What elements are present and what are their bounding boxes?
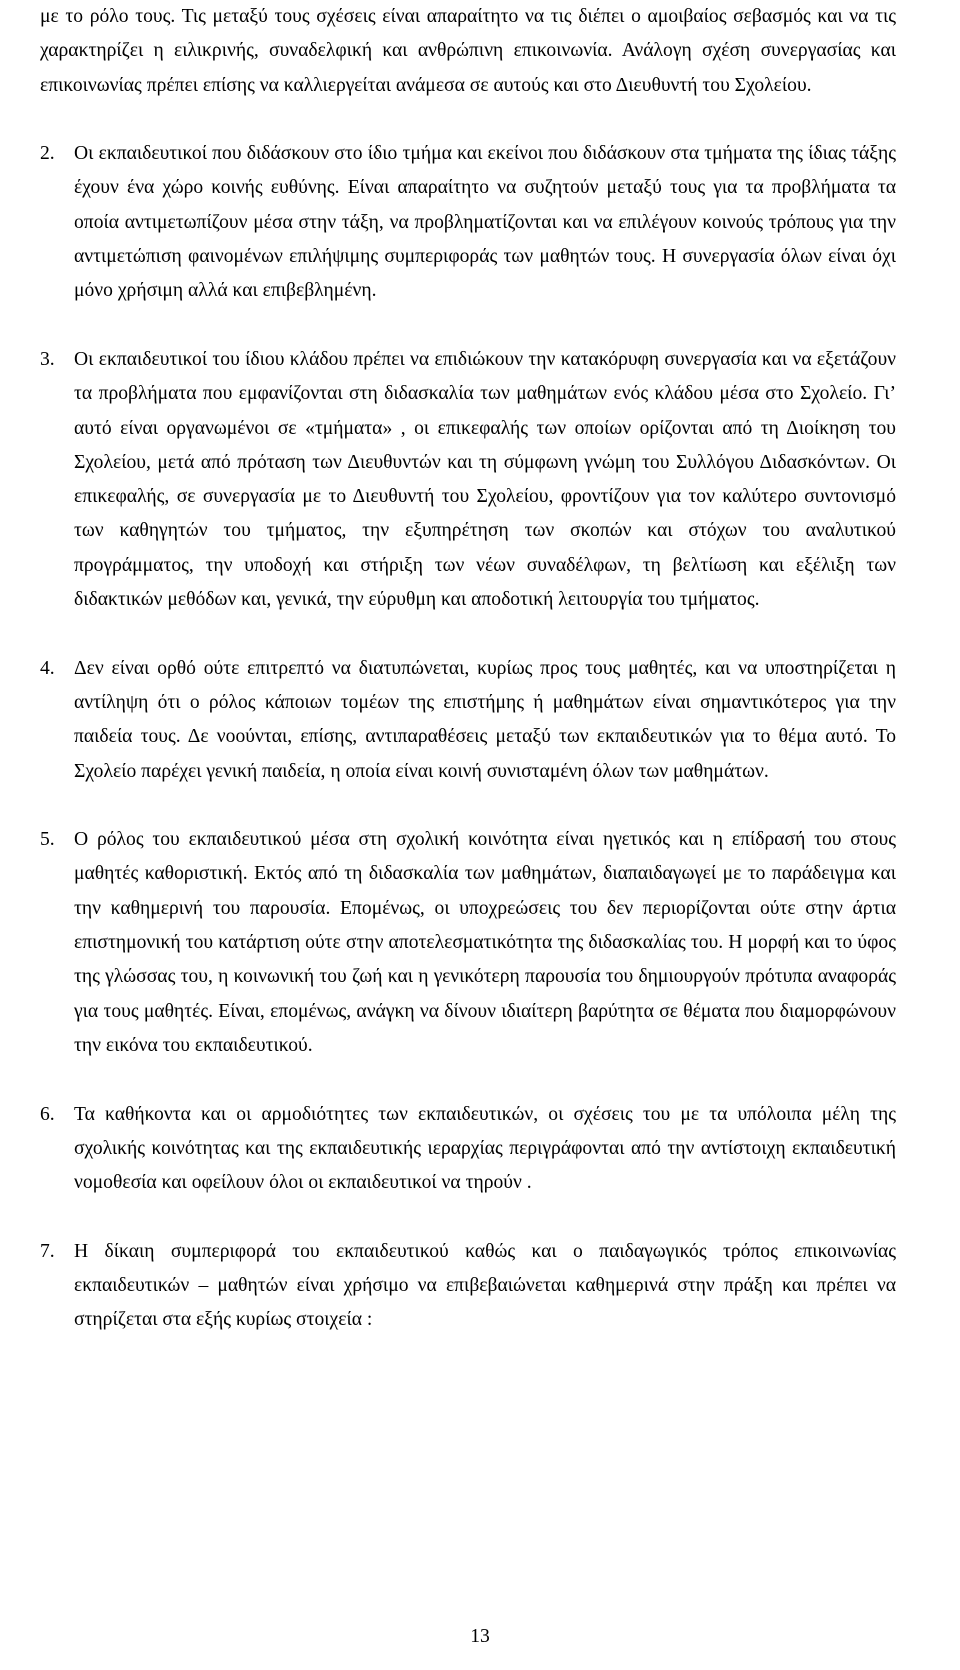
item-text: Οι εκπαιδευτικοί του ίδιου κλάδου πρέπει να επιδιώκουν την κατακόρυφη συνεργασία και να εξετάζουν τα προβλήματα που εμφανίζονται στη διδασκαλία των μαθημάτων ενός κλάδου μέσα στο Σχολείο. Γι’ αυτό είναι οργανωμένοι σε «τμήματα» , οι επικεφαλής των οποίων ορίζονται από τη Διοίκηση του Σχολείου, μετά από πρόταση των Διευθυντών και τη σύμφωνη γνώμη του Συλλόγου Διδασκόντων. Οι επικεφαλής, σε συνεργασία με το Διευθυντή του Σχολείου, φροντίζουν για τον καλύτερο συντονισμό των καθηγητών του τμήματος, την εξυπηρέτηση των σκοπών και στόχων του αναλυτικού προγράμματος, την υποδοχή και στήριξη των νέων συναδέλφων, τη βελτίωση και εξέλιξη των διδακτικών μεθόδων και, γενικά, την εύρυθμη και αποδοτική λειτουργία του τμήματος. [74, 348, 896, 611]
document-body [40, 0, 896, 1372]
list-item [40, 652, 896, 789]
page-number: 13 [470, 1626, 490, 1647]
item-text: Δεν είναι ορθό ούτε επιτρεπτό να διατυπώνεται, κυρίως προς τους μαθητές, και να υποστηρίζεται η αντίληψη ότι ο ρόλος κάποιων τομέων της επιστήμης ή μαθημάτων είναι σημαντικότερος για την παιδεία τους. Δε νοούνται, επίσης, αντιπαραθέσεις μεταξύ των εκπαιδευτικών για το θέμα αυτό. Το Σχολείο παρέχει γενική παιδεία, η οποία είναι κοινή συνισταμένη όλων των μαθημάτων. [74, 657, 896, 782]
list-item [40, 343, 896, 617]
item-number: 2. [40, 143, 55, 165]
continuation-paragraph: με το ρόλο τους. Τις μεταξύ τους σχέσεις είναι απαραίτητο να τις διέπει ο αμοιβαίος σεβασμός και να τις χαρακτηρίζει η ειλικρινής, συναδελφική και ανθρώπινη επικοινωνία. Ανάλογη σχέση συνεργασίας και επικοινωνίας πρέπει επίσης να καλλιεργείται ανάμεσα σε αυτούς και στο Διευθυντή του Σχολείου. [40, 6, 896, 96]
list-item [40, 1098, 896, 1201]
item-number: 5. [40, 829, 55, 851]
item-number: 4. [40, 657, 55, 679]
list-item [40, 823, 896, 1063]
list-item [40, 137, 896, 308]
item-number: 7. [40, 1240, 55, 1262]
item-number: 3. [40, 348, 55, 370]
item-text: Οι εκπαιδευτικοί που διδάσκουν στο ίδιο τμήμα και εκείνοι που διδάσκουν στα τμήματα της ίδιας τάξης έχουν ένα χώρο κοινής ευθύνης. Είναι απαραίτητο να συζητούν μεταξύ τους για τα προβλήματα τα οποία αντιμετωπίζουν μέσα στην τάξη, να προβληματίζονται και να επιλέγουν κοινούς τρόπους για την αντιμετώπιση φαινομένων επιλήψιμης συμπεριφοράς των μαθητών τους. Η συνεργασία όλων είναι όχι μόνο χρήσιμη αλλά και επιβεβλημένη. [74, 143, 896, 302]
item-text: Τα καθήκοντα και οι αρμοδιότητες των εκπαιδευτικών, οι σχέσεις του με τα υπόλοιπα μέλη της σχολικής κοινότητας και της εκπαιδευτικής ιεραρχίας περιγράφονται από την αντίστοιχη εκπαιδευτική νομοθεσία και οφείλουν όλοι οι εκπαιδευτικοί να τηρούν . [74, 1103, 896, 1194]
item-number: 6. [40, 1103, 55, 1125]
list-item [40, 1235, 896, 1338]
item-text: Η δίκαιη συμπεριφορά του εκπαιδευτικού καθώς και ο παιδαγωγικός τρόπος επικοινωνίας εκπαιδευτικών – μαθητών είναι χρήσιμο να επιβεβαιώνεται καθημερινά στην πράξη και πρέπει να στηρίζεται στα εξής κυρίως στοιχεία : [74, 1240, 896, 1331]
item-text: Ο ρόλος του εκπαιδευτικού μέσα στη σχολική κοινότητα είναι ηγετικός και η επίδρασή του στους μαθητές καθοριστική. Εκτός από τη διδασκαλία των μαθημάτων, διαπαιδαγωγεί με το παράδειγμα και την καθημερινή του παρουσία. Επομένως, οι υποχρεώσεις του δεν περιορίζονται ούτε στην άρτια επιστημονική του κατάρτιση ούτε στην αποτελεσματικότητα της διδασκαλίας του. Η μορφή και το ύφος της γλώσσας του, η κοινωνική του ζωή και η γενικότερη παρουσία του δημιουργούν πρότυπα αναφοράς για τους μαθητές. Είναι, επομένως, ανάγκη να δίνουν ιδιαίτερη βαρύτητα σε θέματα που διαμορφώνουν την εικόνα του εκπαιδευτικού. [74, 829, 896, 1056]
